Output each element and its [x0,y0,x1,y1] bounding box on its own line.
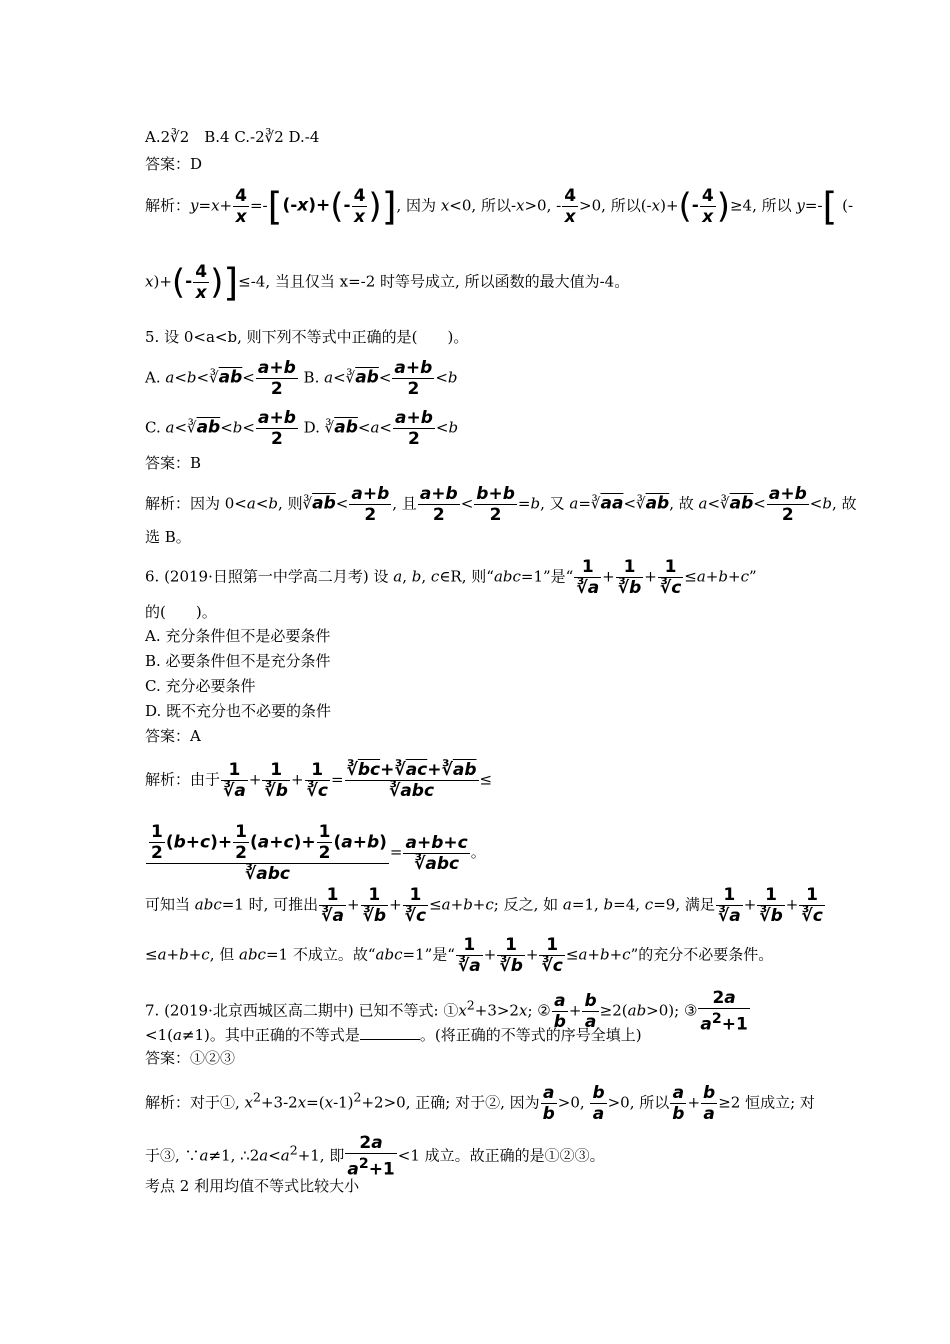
q5-analysis-line-1: 解析：因为 0<a<b, 则$∛\overline{ab}<$ $\frac{a+b}{2}$ , 且 $\frac{a+b}{2}$ < $\frac{b+b}{2}$ =b, 又 $a=∛\overline{aa}<∛\overline{ab}$, 故 $a<∛\overline{ab}<$ $\frac{a+b}{2}$ <b, 故 [145,484,857,525]
q6-stem-2: 的( )。 [145,603,217,621]
q6-analysis-line-1: 解析：由于 $\frac{1}{∛a}$ + $\frac{1}{∛b}$ + $\frac{1}{∛c}$ = $\frac{∛\overline{bc}+∛\overline{ac}+∛\overline{ab}}{∛\overline{abc}}$ ≤ [145,760,493,801]
q4-analysis-line-1: 解析：y=x+ $\frac{4}{x}$ =-[(-x)+(- $\frac{4}{x}$ )], 因为 x<0, 所以-x>0, - $\frac{4}{x}$ >0, 所以(-x)+(- $\frac{4}{x}$ )≥4, 所以 y=-[ (- [145,184,854,229]
q5-options-ab: A. $a<b<∛\overline{ab}<$ $\frac{a+b}{2}$ B. $a<∛\overline{ab}<$ $\frac{a+b}{2}$ <b [145,358,458,399]
q4-answer: 答案：D [145,155,203,173]
q5-stem: 5. 设 0<a<b, 则下列不等式中正确的是( )。 [145,328,469,346]
q6-analysis-line-3: 可知当 abc=1 时, 可推出 $\frac{1}{∛a}$ + $\frac{1}{∛b}$ + $\frac{1}{∛c}$ ≤a+b+c; 反之, 如 a=1, b=4, c=9, 满足 $\frac{1}{∛a}$ + $\frac{1}{∛b}$ + $\frac{1}{∛c}$ [145,885,823,926]
q6-answer: 答案：A [145,727,201,745]
q5-answer: 答案：B [145,454,202,472]
q6-option-b: B. 必要条件但不是充分条件 [145,652,331,670]
q6-analysis-line-4: ≤a+b+c, 但 abc=1 不成立。故“abc=1”是“ $\frac{1}{∛a}$ + $\frac{1}{∛b}$ + $\frac{1}{∛c}$ ≤a+b+c”的充分不必要条件。 [145,935,774,976]
q7-analysis-line-1: 解析：对于①, $x^2+3-2x=(x-1)^2+2>0$, 正确; 对于②, 因为 $\frac{a}{b}$ >0, $\frac{b}{a}$ >0, 所以 $\frac{a}{b}$ + $\frac{b}{a}$ ≥2 恒成立; 对 [145,1083,815,1124]
q5-analysis-line-2: 选 B。 [145,528,191,546]
q6-stem-1: 6. (2019·日照第一中学高二月考) 设 a, b, c∈R, 则“abc=1”是“ $\frac{1}{∛a}$ + $\frac{1}{∛b}$ + $\frac{1}{∛c}$ ≤a+b+c” [145,557,757,598]
q6-option-a: A. 充分条件但不是必要条件 [145,627,331,645]
q4-analysis-line-2: x)+(- $\frac{4}{x}$ )]≤-4, 当且仅当 x=-2 时等号成立, 所以函数的最大值为-4。 [145,260,630,305]
q6-analysis-line-2: $\frac{1}{2}$ (b+c)+ $\frac{1}{2}$ (a+c)+ $\frac{1}{2}$ (a+b) $∛\overline{abc}$ = $\frac{a+b+c}{∛\overline{abc}}$ 。 [145,822,800,884]
q7-stem-2: <1(a≠1)。其中正确的不等式是 。(将正确的不等式的序号全填上) [145,1026,642,1044]
q7-answer: 答案：①②③ [145,1049,236,1067]
q7-analysis-line-2: 于③, ∵a≠1, $\therefore 2a<a^2+1$, 即 $\frac{2a}{a^2+1}$ <1 成立。故正确的是①②③。 [145,1133,605,1180]
q7-stem-1: 7. (2019·北京西城区高二期中) 已知不等式: $①x^2+3>2x$; ② $\frac{a}{b}$ + $\frac{b}{a}$ ≥2(ab>0); ③ $\frac{2a}{a^2+1}$ [145,988,748,1035]
section-heading: 考点 2 利用均值不等式比较大小 [145,1177,360,1195]
q4-options: A.2∛2 B.4 C.-2∛2 D.-4 [145,128,320,146]
q6-option-c: C. 充分必要条件 [145,677,256,695]
q5-options-cd: C. $a<∛\overline{ab}<b<$ $\frac{a+b}{2}$ D. $∛\overline{ab}<a<$ $\frac{a+b}{2}$ <b [145,408,459,449]
q6-option-d: D. 既不充分也不必要的条件 [145,702,332,720]
